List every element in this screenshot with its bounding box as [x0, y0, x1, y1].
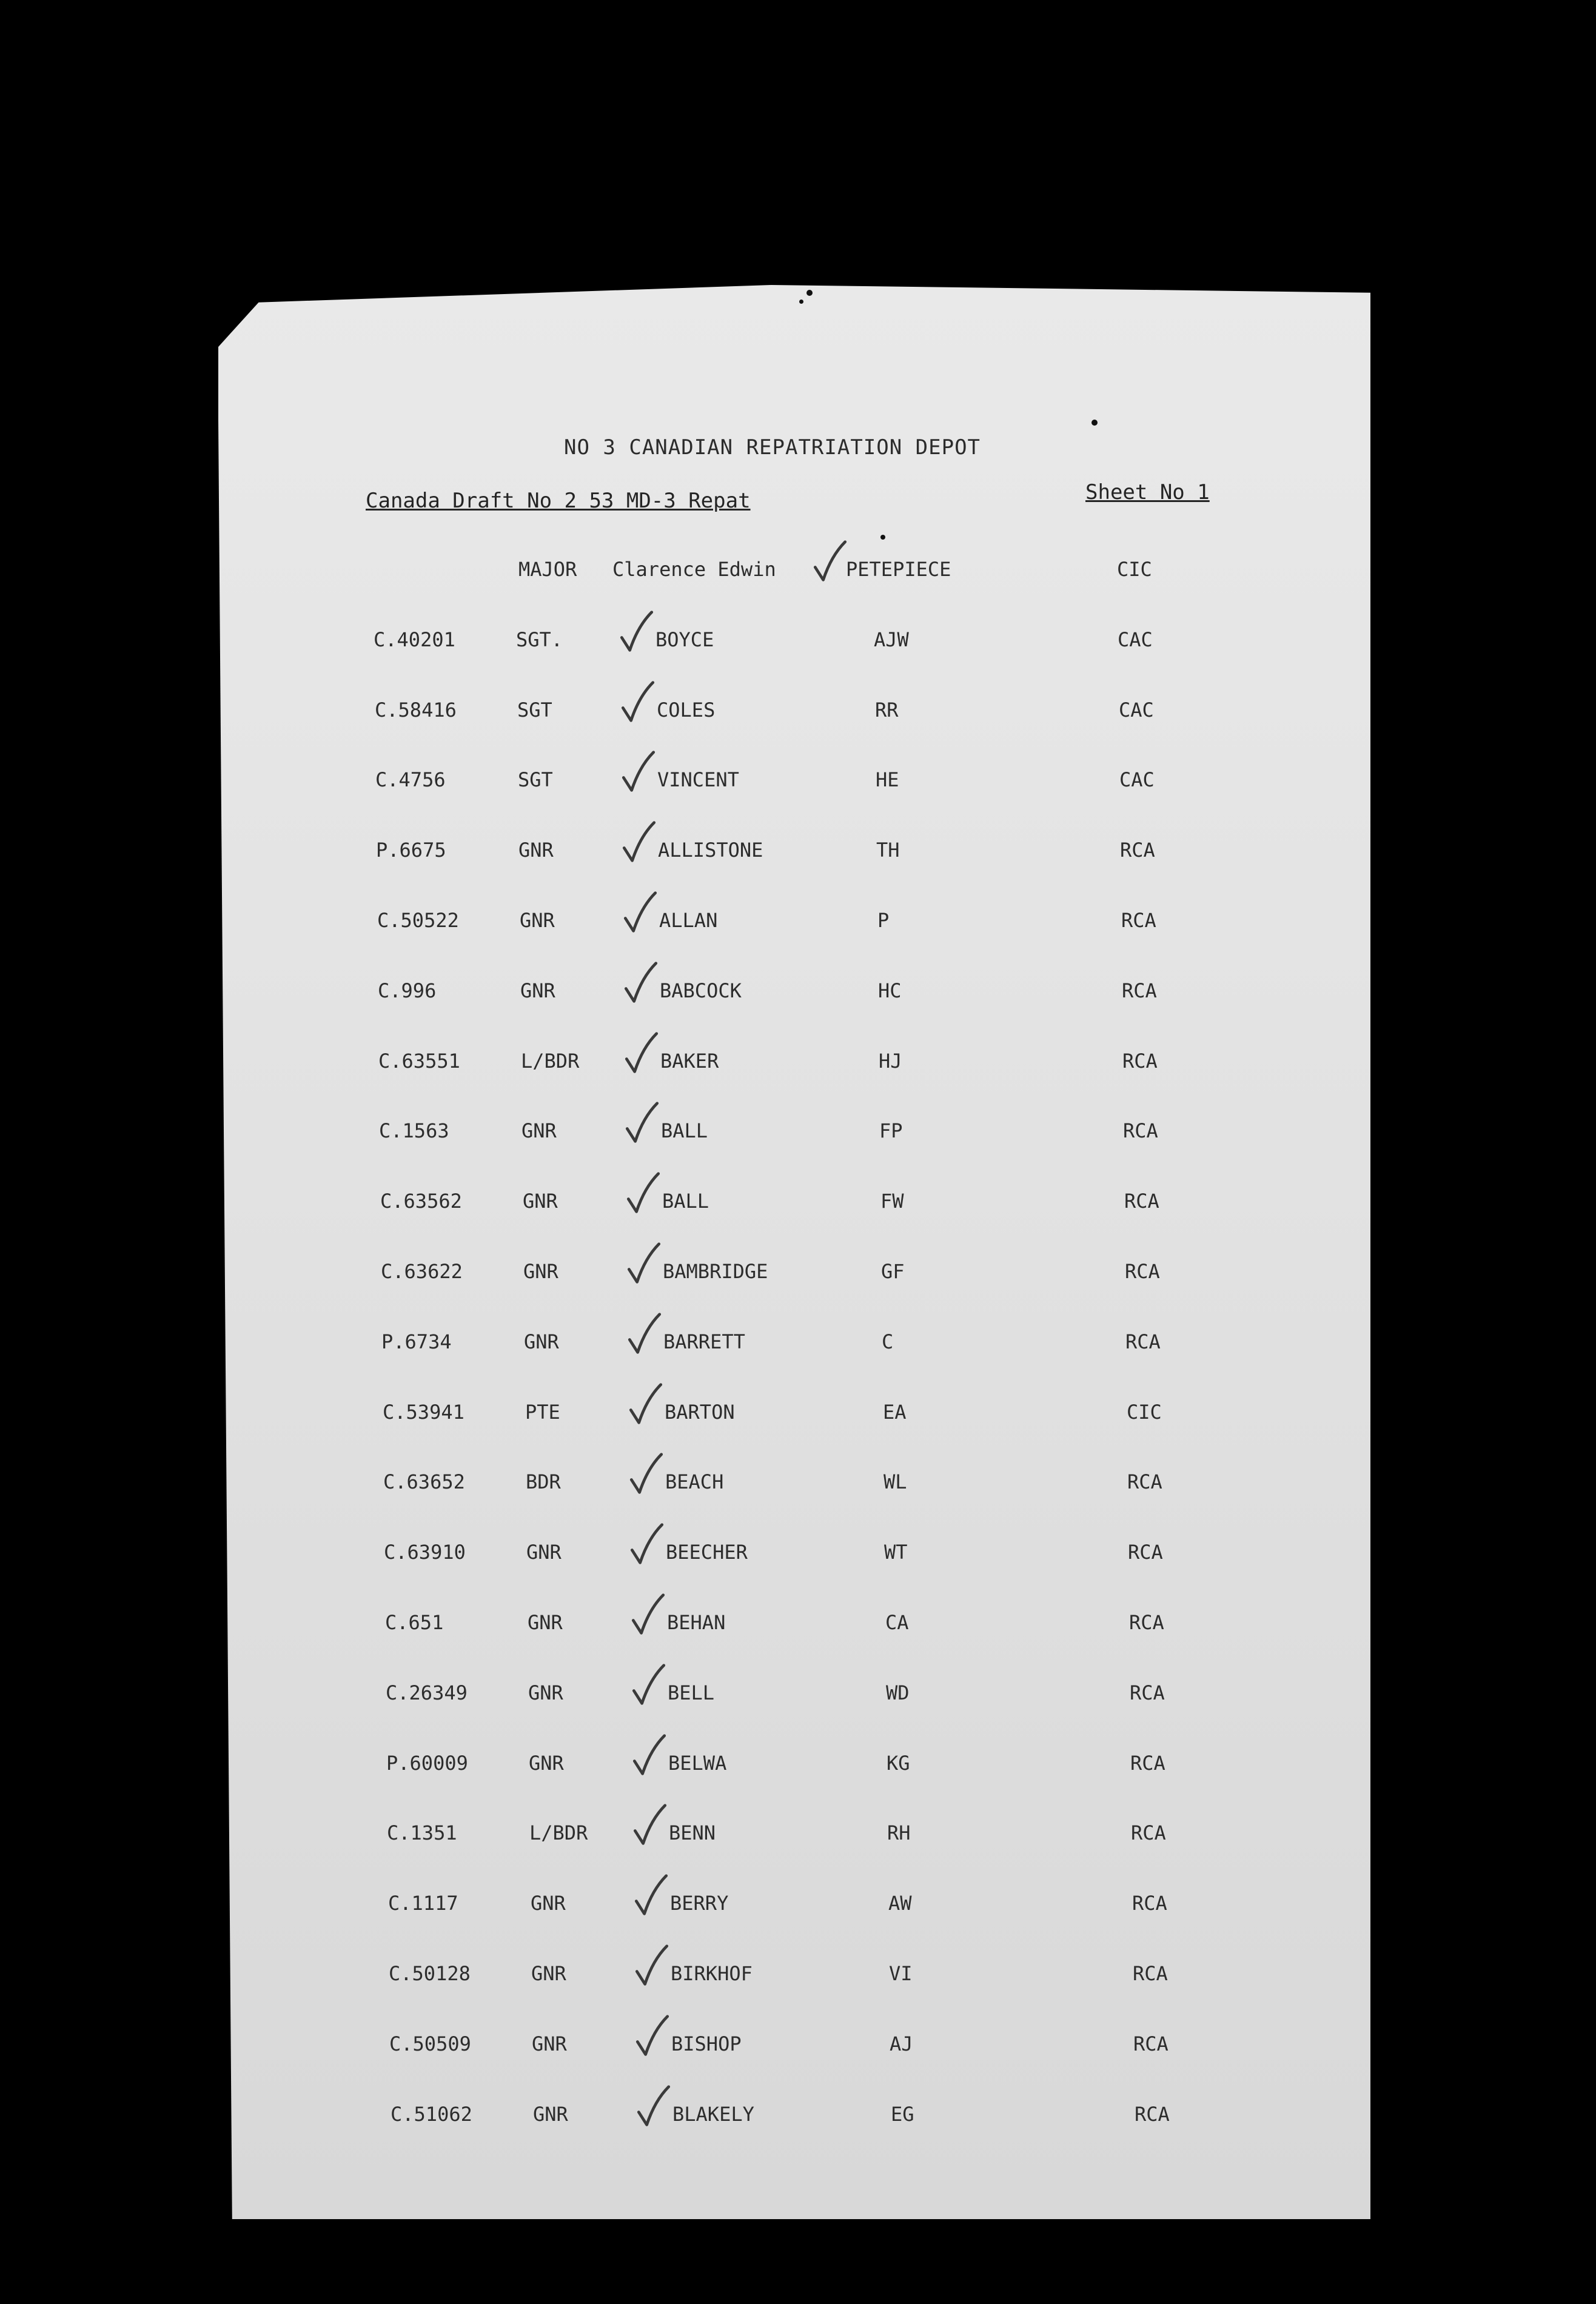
ink-speck — [1091, 420, 1098, 426]
unit: RCA — [1131, 1821, 1166, 1844]
check-mark-icon — [619, 609, 654, 655]
surname: BEHAN — [667, 1611, 726, 1634]
unit: CAC — [1118, 628, 1153, 651]
unit: RCA — [1130, 1681, 1165, 1704]
table-row — [0, 1260, 1455, 1296]
rank: GNR — [528, 1611, 563, 1634]
rank: SGT. — [516, 628, 563, 651]
initials: WL — [884, 1470, 907, 1493]
table-row — [0, 1752, 1455, 1788]
surname: BALL — [661, 1119, 708, 1142]
rank: SGT — [518, 768, 553, 791]
table-row — [0, 1119, 1455, 1156]
table-row — [0, 1050, 1455, 1086]
unit: RCA — [1121, 909, 1156, 932]
rank: GNR — [521, 1119, 557, 1142]
table-row — [0, 1821, 1455, 1858]
check-mark-icon — [623, 960, 659, 1006]
initials: EA — [883, 1401, 907, 1424]
service-number: P.60009 — [386, 1752, 468, 1775]
initials: CA — [885, 1611, 909, 1634]
service-number: C.40201 — [374, 628, 455, 651]
service-number: P.6734 — [381, 1330, 452, 1353]
check-mark-icon — [628, 1381, 663, 1427]
ink-speck — [806, 290, 813, 296]
check-mark-icon — [631, 1592, 666, 1638]
unit: RCA — [1123, 1119, 1158, 1142]
unit: RCA — [1132, 1892, 1167, 1915]
first-names: Clarence Edwin — [612, 558, 776, 581]
rank: GNR — [520, 909, 555, 932]
initials: C — [882, 1330, 894, 1353]
surname: BLAKELY — [672, 2103, 754, 2126]
table-row — [0, 1190, 1455, 1226]
table-row — [0, 1330, 1455, 1367]
rank: PTE — [525, 1401, 560, 1424]
rank: GNR — [529, 1752, 564, 1775]
rank: GNR — [528, 1681, 563, 1704]
initials: AW — [888, 1892, 912, 1915]
service-number: C.51062 — [391, 2103, 472, 2126]
service-number: C.58416 — [375, 698, 457, 722]
rank: SGT — [517, 698, 552, 722]
unit: CAC — [1119, 698, 1154, 722]
surname: BARRETT — [663, 1330, 745, 1353]
check-mark-icon — [631, 1662, 666, 1708]
surname: BEECHER — [666, 1541, 748, 1564]
unit: RCA — [1122, 979, 1157, 1002]
service-number: P.6675 — [376, 839, 446, 862]
service-number: C.50509 — [389, 2032, 471, 2055]
surname: BELL — [668, 1681, 715, 1704]
check-mark-icon — [636, 2083, 671, 2129]
table-row — [0, 839, 1455, 875]
surname: VINCENT — [657, 768, 739, 791]
rank: GNR — [523, 1260, 558, 1283]
rank: GNR — [532, 2032, 567, 2055]
check-mark-icon — [629, 1521, 665, 1567]
service-number: C.63910 — [384, 1541, 466, 1564]
unit: RCA — [1128, 1541, 1163, 1564]
surname: ALLAN — [659, 909, 718, 932]
unit: CIC — [1117, 558, 1152, 581]
initials: RH — [887, 1821, 911, 1844]
draft-reference: Canada Draft No 2 53 MD-3 Repat — [366, 489, 751, 513]
table-row — [0, 1681, 1455, 1718]
surname: COLES — [657, 698, 716, 722]
service-number: C.1117 — [388, 1892, 458, 1915]
initials: KG — [887, 1752, 910, 1775]
service-number: C.50522 — [377, 909, 459, 932]
surname: BEACH — [665, 1470, 724, 1493]
unit: RCA — [1125, 1330, 1161, 1353]
rank: GNR — [531, 1962, 566, 1985]
initials: WD — [886, 1681, 910, 1704]
check-mark-icon — [629, 1451, 664, 1497]
rank: GNR — [533, 2103, 568, 2126]
check-mark-icon — [623, 889, 658, 936]
unit: RCA — [1135, 2103, 1170, 2126]
service-number: C.53941 — [383, 1401, 464, 1424]
service-number: C.63622 — [381, 1260, 463, 1283]
surname: ALLISTONE — [658, 839, 763, 862]
initials: AJW — [874, 628, 909, 651]
rank: GNR — [523, 1190, 558, 1213]
unit: RCA — [1127, 1470, 1162, 1493]
initials: P — [877, 909, 890, 932]
table-row — [0, 1470, 1455, 1507]
initials: FW — [880, 1190, 904, 1213]
table-row — [0, 1962, 1455, 1998]
check-mark-icon — [622, 819, 657, 865]
initials: WT — [884, 1541, 908, 1564]
unit: RCA — [1122, 1050, 1158, 1073]
initials: VI — [889, 1962, 913, 1985]
surname: BISHOP — [671, 2032, 742, 2055]
surname: BELWA — [668, 1752, 727, 1775]
initials: HE — [876, 768, 899, 791]
unit: RCA — [1125, 1260, 1160, 1283]
table-row — [0, 909, 1455, 945]
check-mark-icon — [635, 2013, 670, 2059]
rank: L/BDR — [521, 1050, 580, 1073]
ink-speck — [799, 300, 803, 304]
unit: RCA — [1133, 2032, 1168, 2055]
check-mark-icon — [624, 1030, 659, 1076]
rank: GNR — [526, 1541, 562, 1564]
service-number: C.63652 — [383, 1470, 465, 1493]
service-number: C.50128 — [389, 1962, 471, 1985]
check-mark-icon — [625, 1100, 660, 1146]
table-row — [0, 1892, 1455, 1928]
service-number: C.63551 — [378, 1050, 460, 1073]
unit: RCA — [1120, 839, 1155, 862]
table-row — [0, 768, 1455, 805]
surname: BERRY — [670, 1892, 729, 1915]
rank: BDR — [526, 1470, 561, 1493]
surname: BAKER — [660, 1050, 719, 1073]
surname: BABCOCK — [660, 979, 742, 1002]
table-row — [0, 698, 1455, 735]
table-row — [0, 1401, 1455, 1437]
rank: GNR — [531, 1892, 566, 1915]
rank: L/BDR — [529, 1821, 588, 1844]
check-mark-icon — [634, 1872, 669, 1918]
service-number: C.63562 — [380, 1190, 462, 1213]
surname: BIRKHOF — [671, 1962, 753, 1985]
rank: GNR — [520, 979, 555, 1002]
table-row — [0, 628, 1455, 665]
surname: BALL — [662, 1190, 709, 1213]
check-mark-icon — [621, 749, 656, 795]
initials: RR — [875, 698, 899, 722]
initials: TH — [876, 839, 900, 862]
service-number: C.996 — [378, 979, 437, 1002]
initials: FP — [879, 1119, 903, 1142]
service-number: C.1351 — [387, 1821, 457, 1844]
surname: BAMBRIDGE — [663, 1260, 768, 1283]
check-mark-icon — [626, 1241, 662, 1287]
surname: PETEPIECE — [846, 558, 951, 581]
check-mark-icon — [626, 1170, 661, 1216]
rank: MAJOR — [518, 558, 577, 581]
sheet-number: Sheet No 1 — [1085, 480, 1210, 504]
table-row — [0, 2103, 1455, 2139]
check-mark-icon — [632, 1732, 667, 1778]
unit: CAC — [1119, 768, 1155, 791]
initials: EG — [891, 2103, 914, 2126]
initials: HJ — [879, 1050, 902, 1073]
table-row — [0, 2032, 1455, 2069]
service-number: C.1563 — [379, 1119, 449, 1142]
service-number: C.4756 — [375, 768, 446, 791]
initials: AJ — [890, 2032, 913, 2055]
initials: GF — [881, 1260, 905, 1283]
rank: GNR — [518, 839, 554, 862]
service-number: C.651 — [385, 1611, 444, 1634]
check-mark-icon — [620, 679, 656, 725]
surname: BARTON — [665, 1401, 735, 1424]
unit: RCA — [1133, 1962, 1168, 1985]
unit: RCA — [1130, 1752, 1165, 1775]
unit: CIC — [1127, 1401, 1162, 1424]
table-row — [0, 558, 1455, 594]
unit: RCA — [1129, 1611, 1164, 1634]
table-row — [0, 1541, 1455, 1577]
document-title: NO 3 CANADIAN REPATRIATION DEPOT — [564, 435, 981, 460]
initials: HC — [878, 979, 902, 1002]
table-row — [0, 1611, 1455, 1647]
check-mark-icon — [627, 1311, 662, 1357]
check-mark-icon — [632, 1802, 668, 1848]
check-mark-icon — [813, 538, 848, 584]
surname: BOYCE — [656, 628, 714, 651]
service-number: C.26349 — [386, 1681, 468, 1704]
unit: RCA — [1124, 1190, 1159, 1213]
ink-speck — [880, 535, 885, 540]
rank: GNR — [524, 1330, 559, 1353]
check-mark-icon — [634, 1943, 669, 1989]
table-row — [0, 979, 1455, 1016]
surname: BENN — [669, 1821, 716, 1844]
